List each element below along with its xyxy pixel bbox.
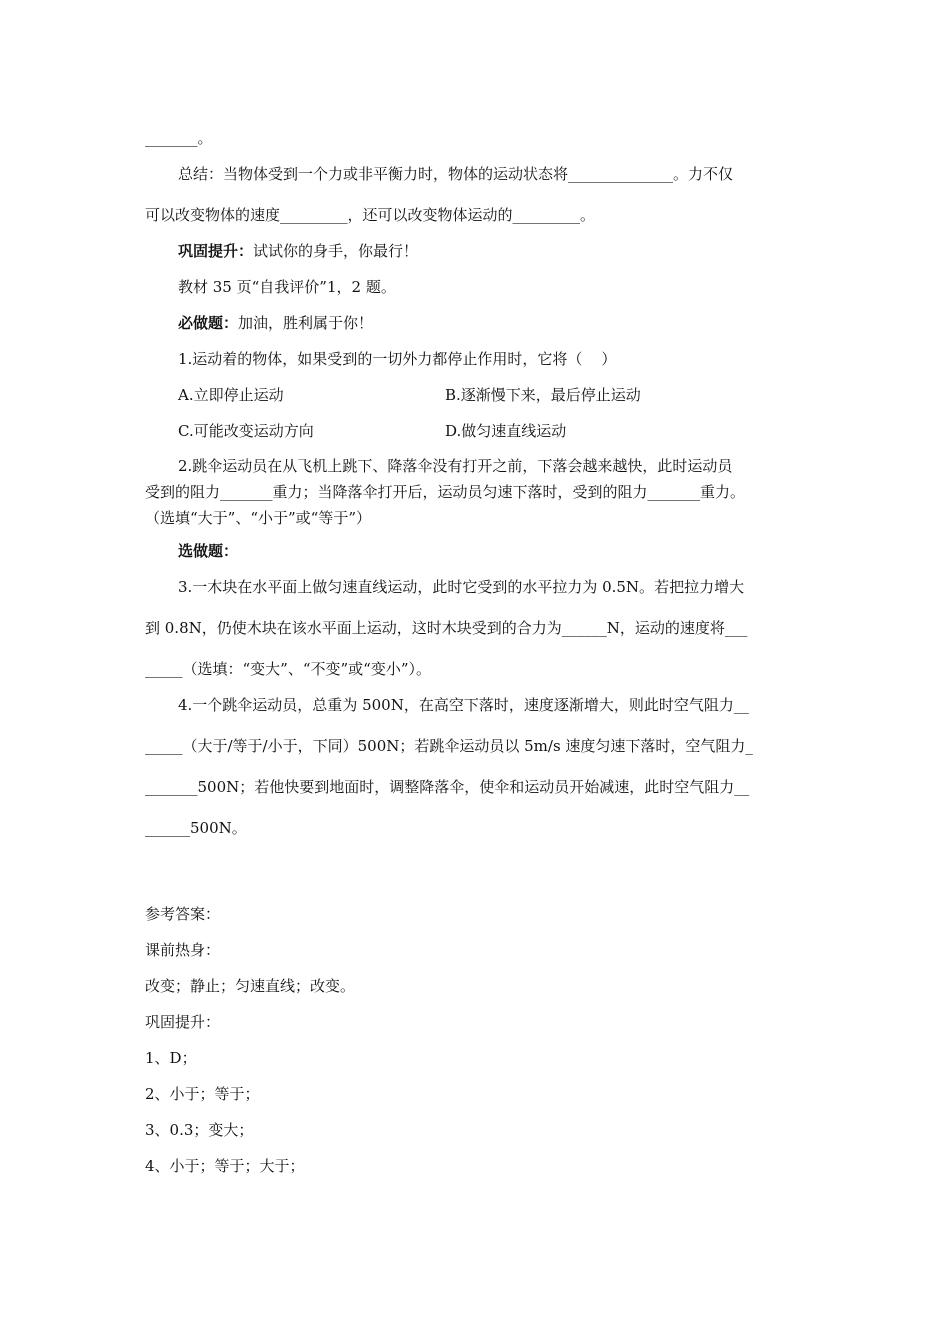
question-2-line-3: （选填“大于”、“小于”或“等于”） [145,509,372,527]
option-b: B.逐渐慢下来，最后停止运动 [445,386,641,404]
question-4-line-1: 4.一个跳伞运动员，总重为 500N，在高空下落时，速度逐渐增大，则此时空气阻力__ [178,696,749,714]
option-a: A.立即停止运动 [178,386,284,404]
question-3-line-3: _____（选填：“变大”、“不变”或“变小”）。 [145,660,432,678]
textbook-ref: 教材 35 页“自我评价”1，2 题。 [178,278,396,296]
question-4-line-4: ______500N。 [145,819,247,837]
question-1: 1.运动着的物体，如果受到的一切外力都停止作用时，它将（ ） [178,350,617,368]
summary-line-2: 可以改变物体的速度_________，还可以改变物体运动的_________。 [145,206,596,224]
required-label: 必做题： [178,314,239,332]
question-3-line-2: 到 0.8N，仍使木块在该水平面上运动，这时木块受到的合力为______N，运动的速度将___ [145,619,748,637]
answer-3: 3、0.3；变大； [145,1121,254,1139]
option-c: C.可能改变运动方向 [178,422,314,440]
optional-heading: 选做题： [178,542,239,560]
answer-2: 2、小于；等于； [145,1085,260,1103]
answers-title: 参考答案： [145,905,221,923]
question-2-line-2: 受到的阻力_______重力；当降落伞打开后，运动员匀速下落时，受到的阻力_______重力。 [145,483,746,501]
answers-warmup-heading: 课前热身： [145,941,221,959]
question-2-line-1: 2.跳伞运动员在从飞机上跳下、降落伞没有打开之前，下落会越来越快，此时运动员 [178,457,733,475]
answer-1: 1、D； [145,1049,197,1067]
blank-line: _______。 [145,129,213,147]
required-heading [178,313,373,333]
answers-warmup: 改变；静止；匀速直线；改变。 [145,977,356,995]
option-d: D.做匀速直线运动 [445,422,567,440]
summary-line-1: 总结：当物体受到一个力或非平衡力时，物体的运动状态将______________。力不仅 [178,165,734,183]
question-4-line-2: _____（大于/等于/小于，下同）500N；若跳伞运动员以 5m/s 速度匀速下落时，空气阻力_ [145,737,753,755]
consolidation-text: 试试你的身手，你最行！ [253,242,419,260]
answer-4: 4、小于；等于；大于； [145,1157,305,1175]
question-4-line-3: _______500N；若他快要到地面时，调整降落伞，使伞和运动员开始减速，此时空气阻力__ [145,778,750,796]
question-3-line-1: 3.一木块在水平面上做匀速直线运动，此时它受到的水平拉力为 0.5N。若把拉力增大 [178,578,745,596]
consolidation-label: 巩固提升： [178,242,254,260]
answers-consolidation-heading: 巩固提升： [145,1013,221,1031]
required-text: 加油，胜利属于你！ [238,314,374,332]
consolidation-heading [178,241,418,261]
